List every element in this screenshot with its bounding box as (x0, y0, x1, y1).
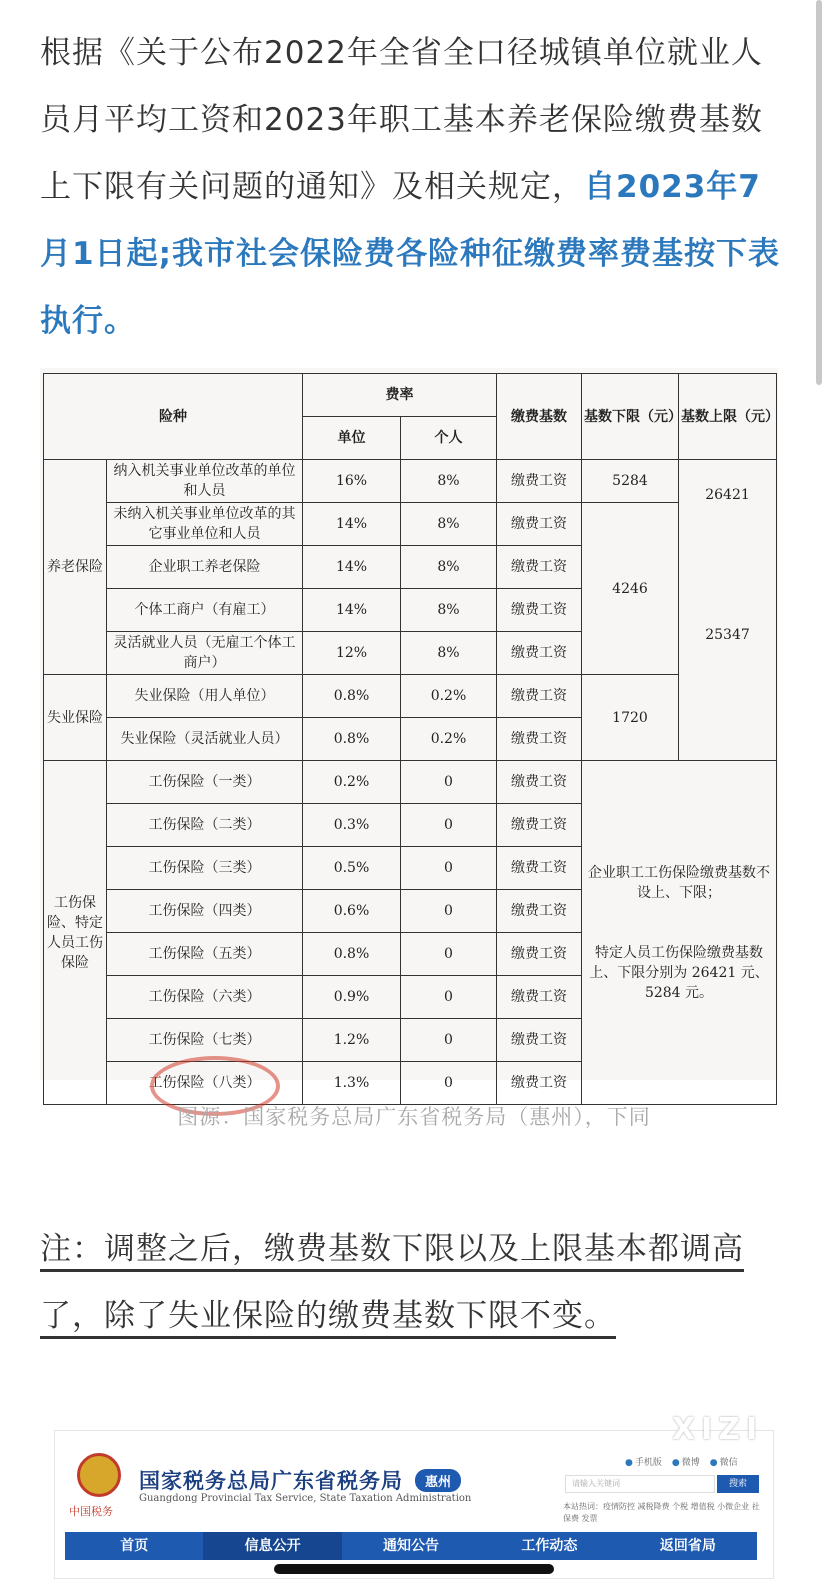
row-unit-rate: 0.9% (303, 976, 401, 1019)
emblem-caption: 中国税务 (69, 1505, 113, 1518)
row-unit-rate: 14% (303, 503, 401, 546)
row-name: 失业保险（灵活就业人员） (107, 718, 303, 761)
national-emblem-icon (77, 1453, 121, 1497)
upper-pension-cell (679, 460, 777, 761)
row-person-rate: 0 (401, 1062, 497, 1105)
row-base: 缴费工资 (497, 933, 582, 976)
injury-note-1: 企业职工工伤保险缴费基数不设上、下限； (588, 864, 770, 901)
row-base: 缴费工资 (497, 589, 582, 632)
row-name: 工伤保险（六类） (107, 976, 303, 1019)
lower-limit: 1720 (582, 675, 679, 761)
nav-notice[interactable]: 通知公告 (383, 1538, 440, 1554)
image-caption: 图源：国家税务总局广东省税务局（惠州），下同 (177, 1105, 651, 1129)
row-unit-rate: 1.3% (303, 1062, 401, 1105)
row-unit-rate: 0.8% (303, 675, 401, 718)
group-injury: 工伤保险、特定人员工伤保险 (44, 761, 107, 1105)
row-person-rate: 8% (401, 546, 497, 589)
city-badge: 惠州 (415, 1469, 461, 1492)
row-name: 工伤保险（七类） (107, 1019, 303, 1062)
table-row (44, 460, 777, 503)
group-pension: 养老保险 (44, 460, 107, 675)
site-subtitle: Guangdong Provincial Tax Service, State Taxation Administration (139, 1493, 472, 1504)
nav-info[interactable]: 信息公开 (203, 1532, 341, 1560)
row-person-rate: 0 (401, 1019, 497, 1062)
row-unit-rate: 14% (303, 589, 401, 632)
upper-limit-unemp: 25347 (705, 627, 750, 643)
row-base: 缴费工资 (497, 675, 582, 718)
row-name: 灵活就业人员（无雇工个体工商户） (107, 632, 303, 675)
row-name: 工伤保险（一类） (107, 761, 303, 804)
home-indicator[interactable] (274, 1564, 554, 1574)
row-person-rate: 0 (401, 804, 497, 847)
row-base: 缴费工资 (497, 503, 582, 546)
row-unit-rate: 0.3% (303, 804, 401, 847)
row-name: 企业职工养老保险 (107, 546, 303, 589)
row-base: 缴费工资 (497, 546, 582, 589)
mobile-link[interactable]: ● 手机版 (625, 1455, 662, 1468)
rate-table-image (40, 368, 779, 1091)
row-person-rate: 0 (401, 933, 497, 976)
row-name: 失业保险（用人单位） (107, 675, 303, 718)
row-person-rate: 8% (401, 589, 497, 632)
upper-limit-pension: 26421 (705, 487, 750, 503)
row-person-rate: 0 (401, 847, 497, 890)
site-title: 国家税务总局广东省税务局 (139, 1469, 403, 1493)
header-lower: 基数下限（元） (582, 374, 679, 460)
tax-site-screenshot (54, 1430, 774, 1579)
row-person-rate: 8% (401, 503, 497, 546)
row-base: 缴费工资 (497, 632, 582, 675)
row-base: 缴费工资 (497, 890, 582, 933)
row-person-rate: 0.2% (401, 675, 497, 718)
lower-limit: 5284 (582, 460, 679, 503)
header-base: 缴费基数 (497, 374, 582, 460)
row-unit-rate: 1.2% (303, 1019, 401, 1062)
note-paragraph (40, 1216, 790, 1350)
nav-news[interactable]: 工作动态 (521, 1538, 578, 1554)
row-unit-rate: 16% (303, 460, 401, 503)
row-unit-rate: 0.5% (303, 847, 401, 890)
row-base: 缴费工资 (497, 460, 582, 503)
row-base: 缴费工资 (497, 1019, 582, 1062)
row-base: 缴费工资 (497, 847, 582, 890)
row-name: 纳入机关事业单位改革的单位和人员 (107, 460, 303, 503)
group-unemployment: 失业保险 (44, 675, 107, 761)
row-base: 缴费工资 (497, 804, 582, 847)
row-base: 缴费工资 (497, 976, 582, 1019)
header-person: 个人 (401, 417, 497, 460)
injury-note-cell (582, 761, 777, 1105)
injury-note-2: 特定人员工伤保险缴费基数上、下限分别为 26421 元、5284 元。 (589, 944, 769, 1001)
row-unit-rate: 0.6% (303, 890, 401, 933)
note-text: 注：调整之后，缴费基数下限以及上限基本都调高了，除了失业保险的缴费基数下限不变。 (40, 1231, 744, 1334)
nav-back[interactable]: 返回省局 (659, 1538, 716, 1554)
row-person-rate: 8% (401, 460, 497, 503)
row-person-rate: 8% (401, 632, 497, 675)
row-unit-rate: 0.8% (303, 933, 401, 976)
site-nav (65, 1532, 757, 1560)
table-row (44, 675, 777, 718)
header-upper: 基数上限（元） (679, 374, 777, 460)
nav-home[interactable]: 首页 (120, 1538, 149, 1554)
row-name: 工伤保险（五类） (107, 933, 303, 976)
scrollbar[interactable] (816, 0, 822, 385)
article-paragraph (40, 20, 790, 355)
row-name: 未纳入机关事业单位改革的其它事业单位和人员 (107, 503, 303, 546)
row-person-rate: 0 (401, 761, 497, 804)
row-name: 个体工商户（有雇工） (107, 589, 303, 632)
site-search-input[interactable]: 请输入关键词 (565, 1475, 715, 1493)
weibo-link[interactable]: ● 微博 (672, 1455, 700, 1468)
row-person-rate: 0.2% (401, 718, 497, 761)
row-name: 工伤保险（四类） (107, 890, 303, 933)
row-base: 缴费工资 (497, 718, 582, 761)
row-person-rate: 0 (401, 976, 497, 1019)
header-unit: 单位 (303, 417, 401, 460)
header-kind: 险种 (44, 374, 303, 460)
table-row (44, 503, 777, 546)
paragraph-text: 根据《关于公布2022年全省全口径城镇单位就业人员月平均工资和2023年职工基本养老保险缴费基数上下限有关问题的通知》及相关规定， (40, 35, 763, 205)
row-unit-rate: 12% (303, 632, 401, 675)
row-unit-rate: 0.8% (303, 718, 401, 761)
site-tools (625, 1455, 738, 1468)
paragraph-highlight: 自2023年7月1日起;我市社会保险费各险种征缴费率费基按下表执行。 (40, 169, 780, 339)
site-search-button[interactable]: 搜索 (717, 1475, 759, 1493)
lower-limit: 4246 (582, 503, 679, 675)
watermark: XIZI (672, 1412, 764, 1447)
wechat-link[interactable]: ● 微信 (710, 1455, 738, 1468)
row-base: 缴费工资 (497, 1062, 582, 1105)
row-person-rate: 0 (401, 890, 497, 933)
row-base: 缴费工资 (497, 761, 582, 804)
row-unit-rate: 0.2% (303, 761, 401, 804)
row-name: 工伤保险（八类） (107, 1062, 303, 1105)
rate-table (43, 373, 777, 1105)
header-rate: 费率 (303, 374, 497, 417)
row-name: 工伤保险（二类） (107, 804, 303, 847)
hot-words[interactable]: 本站热词：疫情防控 减税降费 个税 增值税 小微企业 社保费 发票 (563, 1502, 760, 1523)
table-row (44, 761, 777, 804)
row-name: 工伤保险（三类） (107, 847, 303, 890)
row-unit-rate: 14% (303, 546, 401, 589)
